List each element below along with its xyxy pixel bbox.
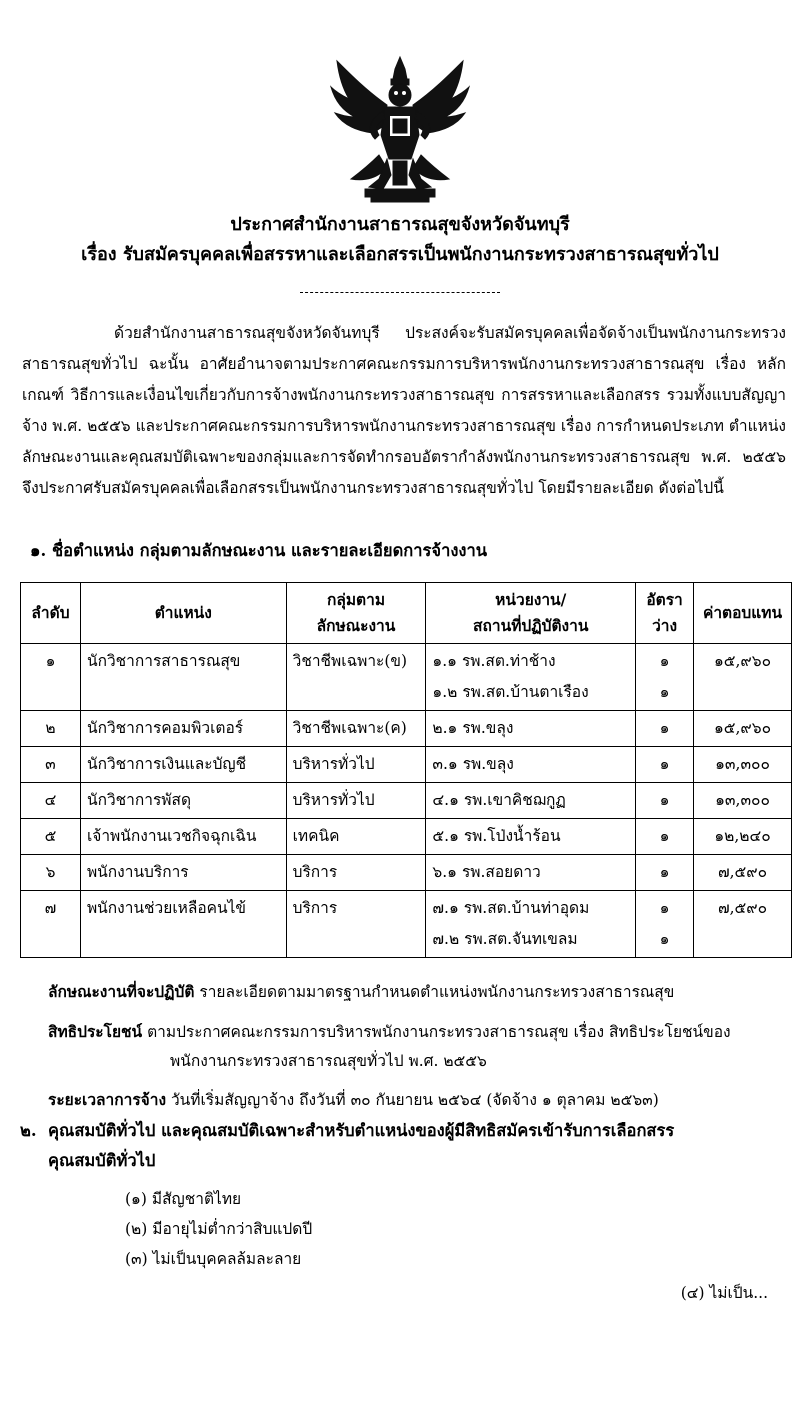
qualification-item: (๑) มีสัญชาติไทย xyxy=(125,1190,242,1208)
row-position: นักวิชาการคอมพิวเตอร์ xyxy=(80,711,286,747)
unit-line: ๑.๒ รพ.สต.บ้านตาเรือง xyxy=(432,683,589,701)
period-label: ระยะเวลาการจ้าง xyxy=(48,1090,167,1109)
row-group: วิชาชีพเฉพาะ(ค) xyxy=(286,711,426,747)
row-no: ๓ xyxy=(21,747,81,783)
row-no: ๒ xyxy=(21,711,81,747)
row-position: พนักงานช่วยเหลือคนไข้ xyxy=(80,891,286,958)
benefits-label: สิทธิประโยชน์ xyxy=(48,1022,143,1041)
row-group: เทคนิค xyxy=(286,819,426,855)
row-group: วิชาชีพเฉพาะ(ข) xyxy=(286,644,426,711)
row-pay: ๑๕,๙๖๐ xyxy=(694,644,792,711)
row-no: ๔ xyxy=(21,783,81,819)
announcement-subject: เรื่อง รับสมัครบุคคลเพื่อสรรหาและเลือกสรรเป็นพนักงานกระทรวงสาธารณสุขทั่วไป xyxy=(81,244,719,265)
intro-paragraph xyxy=(22,318,786,504)
rate-line: ๑ xyxy=(659,755,670,773)
section-2-heading xyxy=(20,1116,674,1146)
row-units xyxy=(426,747,636,783)
rate-line: ๑ xyxy=(659,652,670,670)
duties-line xyxy=(48,976,788,1008)
row-position: นักวิชาการเงินและบัญชี xyxy=(80,747,286,783)
row-position: พนักงานบริการ xyxy=(80,855,286,891)
rate-line: ๑ xyxy=(659,930,670,948)
col-header-rate: อัตรา ว่าง xyxy=(636,583,694,644)
col-header-group: กลุ่มตาม ลักษณะงาน xyxy=(286,583,426,644)
duties-text: รายละเอียดตามมาตรฐานกำหนดตำแหน่งพนักงานกระทรวงสาธารณสุข xyxy=(194,983,675,1001)
unit-line: ๗.๑ รพ.สต.บ้านท่าอุดม xyxy=(432,899,590,917)
row-pay: ๑๓,๓๐๐ xyxy=(694,747,792,783)
unit-line: ๒.๑ รพ.ขลุง xyxy=(432,719,514,737)
row-no: ๑ xyxy=(21,644,81,711)
qualification-item: (๓) ไม่เป็นบุคคลล้มละลาย xyxy=(125,1250,302,1268)
row-rates xyxy=(636,711,694,747)
table-row xyxy=(21,747,792,783)
rate-line: ๑ xyxy=(659,899,670,917)
garuda-emblem-icon xyxy=(329,55,471,203)
row-rates xyxy=(636,747,694,783)
benefits-line-2: พนักงานกระทรวงสาธารณสุขทั่วไป พ.ศ. ๒๕๕๖ xyxy=(170,1052,487,1070)
row-position: นักวิชาการพัสดุ xyxy=(80,783,286,819)
unit-line: ๕.๑ รพ.โป่งน้ำร้อน xyxy=(432,827,561,845)
unit-line: ๔.๑ รพ.เขาคิชฌกูฏ xyxy=(432,791,566,809)
row-rates xyxy=(636,783,694,819)
col-header-position: ตำแหน่ง xyxy=(80,583,286,644)
table-row xyxy=(21,855,792,891)
rate-line: ๑ xyxy=(659,827,670,845)
col-header-pay: ค่าตอบแทน xyxy=(694,583,792,644)
rate-line: ๑ xyxy=(659,683,670,701)
section-1-heading: ๑. ชื่อตำแหน่ง กลุ่มตามลักษณะงาน และรายละเอียดการจ้างงาน xyxy=(30,541,487,560)
row-units xyxy=(426,711,636,747)
table-row xyxy=(21,891,792,958)
benefits-text: ตามประกาศคณะกรรมการบริหารพนักงานกระทรวงสาธารณสุข เรื่อง สิทธิประโยชน์ของ xyxy=(142,1023,731,1041)
period-text: วันที่เริ่มสัญญาจ้าง ถึงวันที่ ๓๐ กันยายน ๒๕๖๔ (จัดจ้าง ๑ ตุลาคม ๒๕๖๓) xyxy=(166,1091,659,1109)
rate-line: ๑ xyxy=(659,863,670,881)
table-row xyxy=(21,783,792,819)
period-line xyxy=(48,1084,788,1116)
unit-line: ๑.๑ รพ.สต.ท่าช้าง xyxy=(432,652,556,670)
row-rates xyxy=(636,819,694,855)
intro-text: ด้วยสำนักงานสาธารณสุขจังหวัดจันทบุรี ประสงค์จะรับสมัครบุคคลเพื่อจัดจ้างเป็นพนักงานกระทรวงสาธารณสุขทั่วไป ฉะนั้น อาศัยอำนาจตามประกาศคณะกรรมการบริหารพนักงานกระทรวงสาธารณสุข เรื่อง หลักเกณฑ์ วิธีการและเงื่อนไขเกี่ยวกับการจ้างพนักงานกระทรวงสาธารณสุข การสรรหาและเลือกสรร รวมทั้งแบบสัญญาจ้าง พ.ศ. ๒๕๕๖ และประกาศคณะกรรมการบริหารพนักงานกระทรวงสาธารณสุข เรื่อง การกำหนดประเภท ตำแหน่ง ลักษณะงานและคุณสมบัติเฉพาะของกลุ่มและการจัดทำกรอบอัตรากำลังพนักงานกระทรวงสาธารณสุข พ.ศ. ๒๕๕๖ จึงประกาศรับสมัครบุคคลเพื่อเลือกสรรเป็นพนักงานกระทรวงสาธารณสุขทั่วไป โดยมีรายละเอียด ดังต่อไปนี้ xyxy=(22,324,786,497)
row-pay: ๑๕,๙๖๐ xyxy=(694,711,792,747)
duties-label: ลักษณะงานที่จะปฏิบัติ xyxy=(48,982,195,1001)
row-group: บริหารทั่วไป xyxy=(286,747,426,783)
row-units xyxy=(426,819,636,855)
announcement-title: ประกาศสำนักงานสาธารณสุขจังหวัดจันทบุรี xyxy=(230,214,570,235)
unit-line: ๖.๑ รพ.สอยดาว xyxy=(432,863,541,881)
general-qualifications-heading: คุณสมบัติทั่วไป xyxy=(48,1151,156,1170)
row-no: ๕ xyxy=(21,819,81,855)
title-separator xyxy=(300,292,500,293)
table-row xyxy=(21,644,792,711)
col-header-unit: หน่วยงาน/ สถานที่ปฏิบัติงาน xyxy=(426,583,636,644)
row-pay: ๑๓,๓๐๐ xyxy=(694,783,792,819)
row-units xyxy=(426,855,636,891)
row-units xyxy=(426,783,636,819)
section-2-title: คุณสมบัติทั่วไป และคุณสมบัติเฉพาะสำหรับตำแหน่งของผู้มีสิทธิสมัครเข้ารับการเลือกสรร xyxy=(48,1121,675,1140)
rate-line: ๑ xyxy=(659,719,670,737)
row-position: นักวิชาการสาธารณสุข xyxy=(80,644,286,711)
row-units xyxy=(426,644,636,711)
row-pay: ๗,๕๙๐ xyxy=(694,891,792,958)
row-group: บริการ xyxy=(286,855,426,891)
unit-line: ๓.๑ รพ.ขลุง xyxy=(432,755,514,773)
row-rates xyxy=(636,855,694,891)
row-no: ๗ xyxy=(21,891,81,958)
row-no: ๖ xyxy=(21,855,81,891)
row-group: บริหารทั่วไป xyxy=(286,783,426,819)
table-row xyxy=(21,711,792,747)
row-rates xyxy=(636,644,694,711)
table-header-row xyxy=(21,583,792,644)
row-rates xyxy=(636,891,694,958)
table-row xyxy=(21,819,792,855)
positions-table xyxy=(20,582,792,958)
qualification-item: (๒) มีอายุไม่ต่ำกว่าสิบแปดปี xyxy=(125,1220,313,1238)
benefits-line xyxy=(48,1016,788,1048)
unit-line: ๗.๒ รพ.สต.จันทเขลม xyxy=(432,930,578,948)
row-group: บริการ xyxy=(286,891,426,958)
row-pay: ๑๒,๒๔๐ xyxy=(694,819,792,855)
row-units xyxy=(426,891,636,958)
row-pay: ๗,๕๙๐ xyxy=(694,855,792,891)
continued-marker: (๔) ไม่เป็น... xyxy=(680,1284,768,1302)
section-2-number: ๒. xyxy=(20,1121,37,1140)
rate-line: ๑ xyxy=(659,791,670,809)
row-position: เจ้าพนักงานเวชกิจฉุกเฉิน xyxy=(80,819,286,855)
col-header-no: ลำดับ xyxy=(21,583,81,644)
